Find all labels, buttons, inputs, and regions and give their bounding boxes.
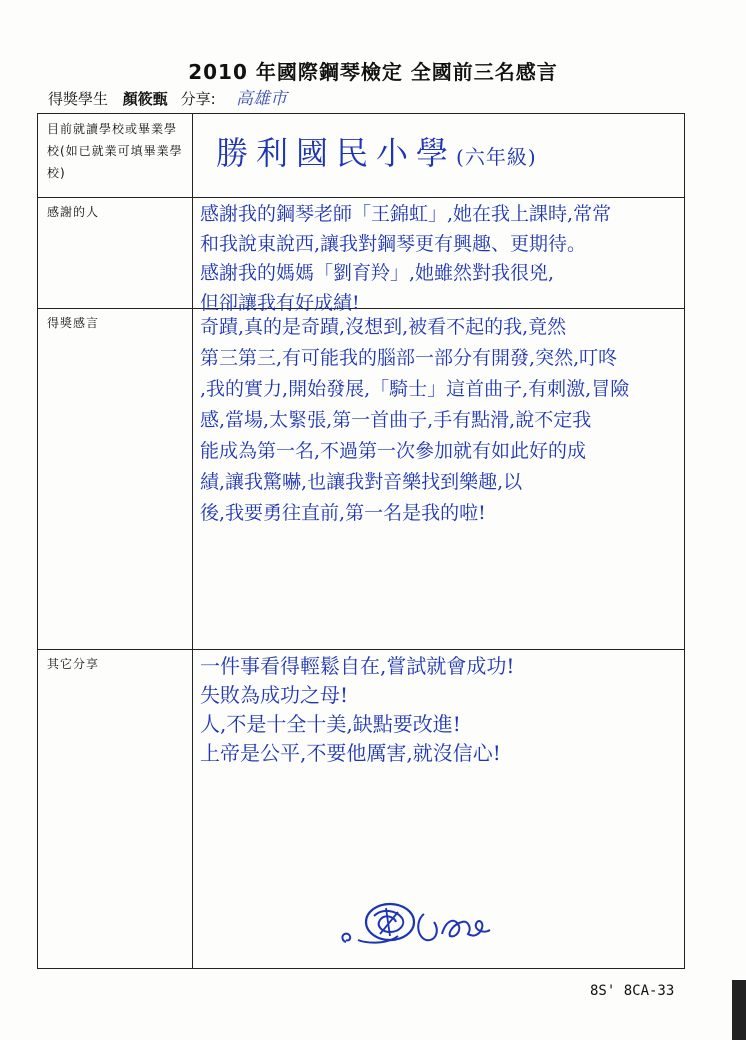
feelings-text (200, 312, 629, 529)
thanks-text (200, 200, 611, 318)
scan-edge-mark (732, 980, 746, 1040)
feelings-line: 後,我要勇往直前,第一名是我的啦! (200, 502, 486, 524)
feelings-label: 得獎感言 (47, 316, 100, 330)
feelings-line: 第三第三,有可能我的腦部一部分有開發,突然,叮咚 (200, 347, 618, 369)
feelings-line: 感,當場,太緊張,第一首曲子,手有點滑,說不定我 (200, 409, 592, 431)
student-info-row (48, 88, 216, 109)
thanks-line: 感謝我的鋼琴老師「王錦虹」,她在我上課時,常常 (200, 203, 612, 225)
other-text (200, 652, 514, 768)
share-city-handwritten: 高雄市 (236, 89, 287, 109)
other-line: 人,不是十全十美,缺點要改進! (200, 712, 461, 736)
thanks-label: 感謝的人 (47, 205, 100, 219)
other-line: 一件事看得輕鬆自在,嘗試就會成功! (200, 654, 515, 678)
other-line: 上帝是公平,不要他厲害,就沒信心! (200, 741, 501, 765)
row-divider (38, 197, 684, 198)
thanks-line: 和我說東說西,讓我對鋼琴更有興趣、更期待。 (200, 232, 587, 255)
other-label: 其它分享 (47, 657, 100, 671)
column-divider (192, 114, 193, 968)
signature-image (338, 894, 518, 954)
feelings-line: ,我的實力,開始發展,「騎士」這首曲子,有刺激,冒險 (200, 378, 630, 400)
school-label: 目前就讀學校或畢業學校(如已就業可填畢業學校) (47, 122, 183, 180)
student-label: 得獎學生 (48, 90, 109, 108)
feelings-line: 績,讓我驚嚇,也讓我對音樂找到樂趣,以 (200, 471, 523, 493)
school-name: 勝利國民小學 (216, 134, 457, 172)
feelings-line: 奇蹟,真的是奇蹟,沒想到,被看不起的我,竟然 (200, 316, 567, 338)
share-label: 分享: (180, 90, 216, 108)
thanks-line: 但卻讓我有好成績! (200, 291, 360, 314)
feedback-form-table (37, 113, 685, 969)
document-code: 8S' 8CA-33 (590, 983, 675, 999)
student-name: 顏筱甄 (122, 90, 168, 108)
page-title: 2010 年國際鋼琴檢定 全國前三名感言 (188, 60, 558, 84)
feelings-line: 能成為第一名,不過第一次參加就有如此好的成 (200, 440, 587, 462)
other-line: 失敗為成功之母! (200, 683, 349, 707)
row-divider (38, 649, 684, 650)
school-value (216, 128, 537, 174)
grade-note: (六年級) (456, 145, 537, 169)
thanks-line: 感謝我的媽媽「劉育羚」,她雖然對我很兇, (200, 262, 555, 284)
